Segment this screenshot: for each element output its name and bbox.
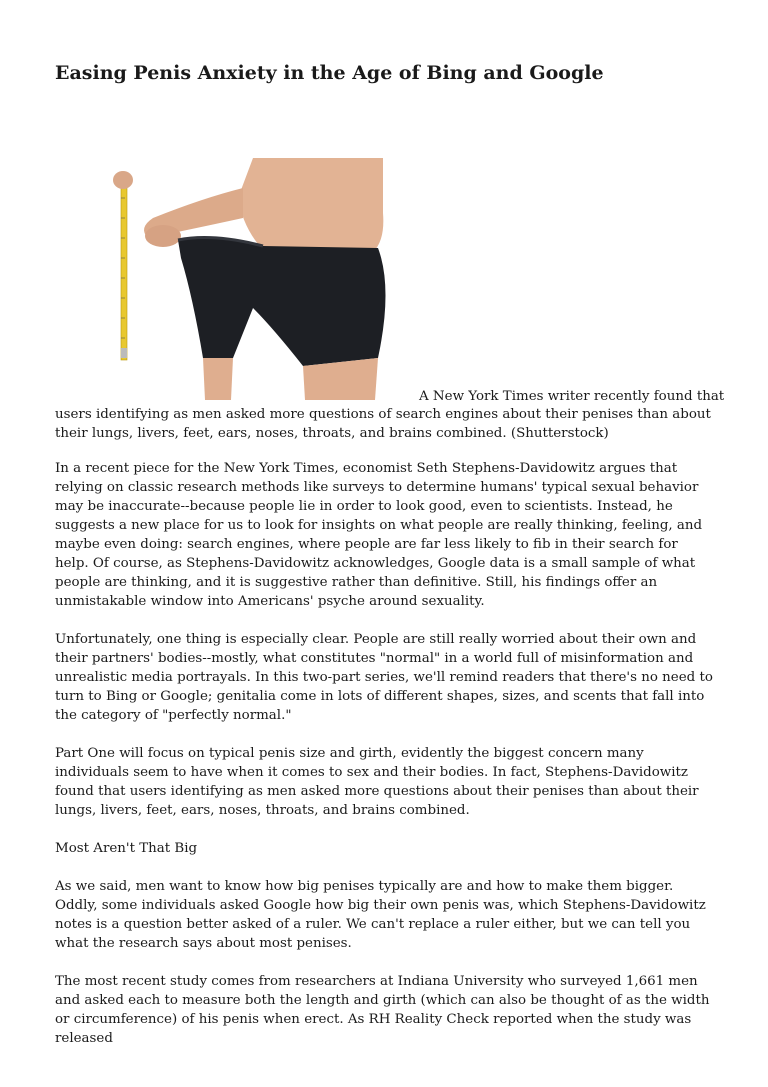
section-heading: Most Aren't That Big bbox=[55, 841, 198, 856]
paragraph: Unfortunately, one thing is especially clear. People are still really worried about their own and their partners' bodies--mostly, what constitutes "normal" in a world full of misinformation and unrealistic media portrayals. In this two-part series, we'll remind readers that there's no need to turn to Bing or Google; genitalia come in lots of different shapes, sizes, and scents that fall into the category of "perfectly normal." bbox=[55, 632, 713, 723]
paragraph: Part One will focus on typical penis size and girth, evidently the biggest concern many individuals seem to have when it comes to sex and their bodies. In fact, Stephens-Davidowitz found that users identifying as men asked more questions about their penises than about their lungs, livers, feet, ears, noses, throats, and brains combined. bbox=[55, 746, 699, 818]
article-title: Easing Penis Anxiety in the Age of Bing and Google bbox=[55, 62, 604, 84]
photo-caption-first-line: A New York Times writer recently found that bbox=[419, 389, 725, 404]
paragraph: As we said, men want to know how big penises typically are and how to make them bigger. Oddly, some individuals asked Google how big their own penis was, which Stephens-Davidowitz notes is a question better asked of a ruler. We can't replace a ruler either, but we can tell you what the research says about most penises. bbox=[55, 879, 706, 951]
article-body bbox=[55, 459, 715, 1067]
paragraph: In a recent piece for the New York Times, economist Seth Stephens-Davidowitz argues that relying on classic research methods like surveys to determine humans' typical sexual behavior may be inaccurate--because people lie in order to look good, even to scientists. Instead, he suggests a new place for us to look for insights on what people are really thinking, feeling, and maybe even doing: search engines, where people are far less likely to fib in their search for help. Of course, as Stephens-Davidowitz acknowledges, Google data is a small sample of what people are thinking, and it is suggestive rather than definitive. Still, his findings offer an unmistakable window into Americans' psyche around sexuality. bbox=[55, 461, 703, 609]
photo-caption: users identifying as men asked more questions of search engines about their penises than about their lungs, livers, feet, ears, noses, throats, and brains combined. (Shutterstock) bbox=[55, 407, 711, 441]
paragraph: The most recent study comes from researchers at Indiana University who surveyed 1,661 men and asked each to measure both the length and girth (which can also be thought of as the width or circumference) of his penis when erect. As RH Reality Check reported when the study was released bbox=[55, 974, 710, 1046]
article-photo bbox=[93, 158, 417, 400]
